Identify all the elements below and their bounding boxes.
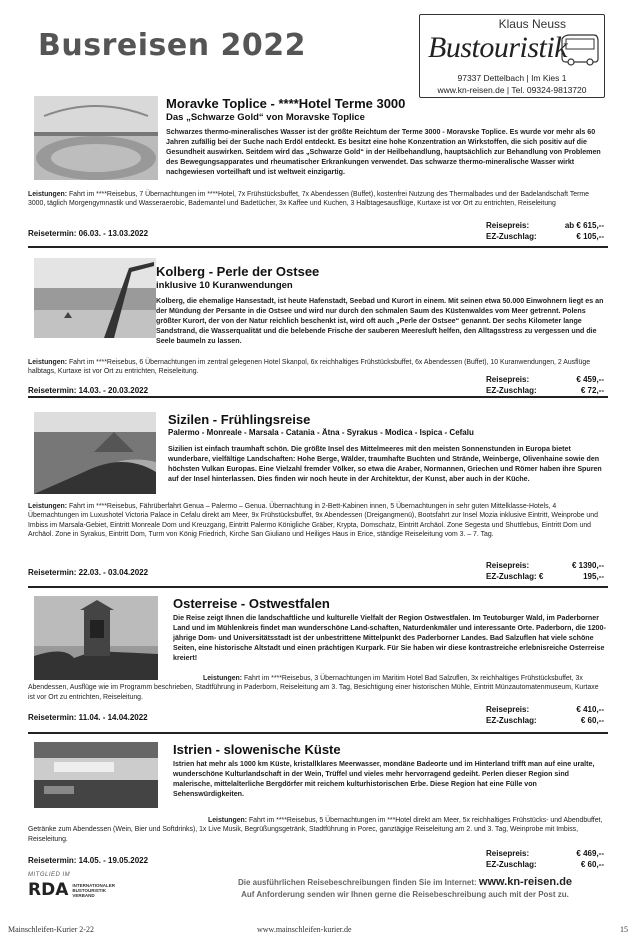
photo-sicily-coast — [34, 412, 156, 494]
divider — [28, 246, 608, 248]
trip-title: Kolberg - Perle der Ostsee — [156, 264, 320, 279]
company-logo — [419, 14, 605, 98]
logo-contact: www.kn-reisen.de | Tel. 09324-9813720 — [437, 85, 587, 95]
divider — [28, 396, 608, 398]
trip-services: Leistungen: Fahrt im ****Reisebus, 6 Übernachtungen im zentral gelegenen Hotel Skanpol, 6x reichhaltiges Frühstücksbuffet, 6x Abendessen (Buffet), 10 Kuranwendungen, 2 Ausflüge halbtags, Kurtaxe ist vor Ort zu entrichten, Reiseleitung. — [28, 359, 591, 376]
mitglied-label: MITGLIED IM — [28, 872, 71, 878]
page-title: Busreisen 2022 — [38, 28, 307, 63]
logo-brand: Bustouristik — [428, 31, 568, 64]
trip-date: Reisetermin: 22.03. - 03.04.2022 — [28, 568, 149, 577]
trip-subtitle: Das „Schwarze Gold“ von Moravske Toplice — [166, 112, 365, 123]
photo-monument — [34, 596, 158, 680]
trip-description: Die Reise zeigt Ihnen die landschaftliche und kulturelle Vielfalt der Region Ostwestfalen. Im Teutoburger Wald, im Paderborner Land und im Mühlenkreis findet man wunderschöne Land-schaften, Naturdenkmäler und interessante Orte. Paderborn, die 1200-jährige Dom- und Universitätsstadt ist der unbestrittene Mittelpunkt des Paderborner Landes. Bad Salzuflen hat viele schöne Seiten, eine historische Altstadt und einen prächtigen Kurpark. Für Sie haben wir diese kontrastreiche erlebnisreiche Osterreise kreiert! — [173, 614, 606, 662]
trip-date: Reisetermin: 06.03. - 13.03.2022 — [28, 229, 149, 238]
trip-description: Istrien hat mehr als 1000 km Küste, kristallklares Meerwasser, mondäne Badeorte und im Hinterland trifft man auf eine uralte, wunderschöne Kulturlandschaft in der Wein, Trüffel und vieles mehr hervorragend gedeiht. Perlen dieser Region sind malerische, mittelalterliche Bergdörfer mit reichem kulturhistorischen Erbe. Diese Region hat eine Fülle von Sehenswürdigkeiten. — [173, 760, 595, 798]
trip-services: Leistungen: Fahrt im ****Reisebus, 3 Übernachtungen im Maritim Hotel Bad Salzuflen, 3x reichhaltiges Frühstücksbuffet, 3x Abendessen, Ausflüge wie im Programm beschrieben, Stadtführung in Paderborn, Reiseleitung am 3. Tag, Besichtigung einer historischen Mühle, Eintritt Münzautomatenmuseum, Kurtaxe ist vor Ort zu entrichten, Reiseleitung. — [28, 675, 599, 701]
divider — [28, 732, 608, 734]
rda-text: INTERNATIONALER BUSTOURISTIK VERBAND — [72, 882, 116, 898]
trip-title: Moravke Toplice - ****Hotel Terme 3000 — [166, 96, 406, 111]
photo-thermal-pool — [34, 96, 158, 180]
info-line2: Auf Anforderung senden wir Ihnen gerne die Reisebeschreibung auch mit der Post zu. — [241, 890, 569, 899]
trip-moravke — [28, 96, 608, 256]
trip-title: Istrien - slowenische Küste — [173, 742, 341, 757]
trip-description: Schwarzes thermo-mineralisches Wasser ist der größte Reichtum der Terme 3000 - Moravske Toplice. Es wurde vor mehr als 60 Jahren zufällig bei der Suche nach Erdöl entdeckt. Es besitzt eine hohe Konzentration an Wirkstoffen, die sich positiv auf die Gesundheit auswirken. Seitdem wird das „Schwarze Gold“ in der Heilbehandlung, hauptsächlich zur Behandlung von Problemen des Bewegungsapparates und rheumatischer Erkrankungen verwendet. Das schwarze thermo-mineralische Wasser wirkt nachgewiesen vorteilhaft und ist weltweit einzigartig. — [166, 128, 601, 176]
rda-logo: RDA — [28, 880, 69, 900]
divider — [28, 586, 608, 588]
trip-prices: Reisepreis: € 469,-- EZ-Zuschlag: € 60,-- — [486, 849, 604, 869]
footer-info — [200, 876, 610, 901]
trip-subtitle: inklusive 10 Kuranwendungen — [156, 280, 293, 291]
trip-description: Kolberg, die ehemalige Hansestadt, ist heute Hafenstadt, Seebad und Kurort in einem. Mit seinen etwa 50.000 Einwohnern liegt es an der Mündung der Persante in die Ostsee und wird nur durch den schmalen Saum des Küstenwaldes vom Meer getrennt. Polens größter Kurort, der von der Natur reichlich beschenkt ist, wird oft auch „Perle der Ostsee“ genannt. Der sechs Kilometer lange Sandstrand, die Wasserqualität und die belebende Frische der sauberen Meeresluft helfen, den Alltagsstress zu vergessen und die Seele baumeln zu lassen. — [156, 297, 604, 345]
trip-title: Sizilen - Frühlingsreise — [168, 412, 311, 427]
trip-date: Reisetermin: 11.04. - 14.04.2022 — [28, 713, 148, 722]
trip-services: Leistungen: Fahrt im ****Reisebus, 5 Übernachtungen im ***Hotel direkt am Meer, 5x reichhaltiges Frühstücks- und Abendbuffet, Getränke zum Abendessen (Wein, Bier und Softdrinks), 1x Live Musik, Begrüßungsgetränk, Stadtführung in Porec, ganztägige Reiseleitung am 2. und 3. Tag, Weinprobe mit Imbiss, Reiseleitung. — [28, 817, 603, 843]
rda-membership — [28, 872, 122, 900]
trip-subtitle: Palermo - Monreale - Marsala - Catania - Ätna - Syrakus - Modica - Ispica - Cefalu — [168, 428, 474, 437]
photo-istria-coast — [34, 742, 158, 808]
trip-prices: Reisepreis: € 459,-- EZ-Zuschlag: € 72,-- — [486, 375, 604, 395]
trip-prices: Reisepreis: ab € 615,-- EZ-Zuschlag: € 105,-- — [486, 221, 604, 241]
trip-kolberg — [28, 254, 608, 399]
trip-istrien — [28, 736, 608, 871]
trip-sizilien — [28, 402, 608, 587]
footer-url[interactable]: www.mainschleifen-kurier.de — [257, 925, 352, 934]
trip-services: Leistungen: Fahrt im ****Reisebus, Fährüberfahrt Genua – Palermo – Genua. Übernachtung in 2-Bett-Kabinen innen, 5 Übernachtungen in sehr guten Mittelklasse-Hotels, 4 Übernachtungen im Luxushotel Victoria Palace in Cefalu direkt am Meer, 9x Frühstücksbuffet, 9x Abendessen (Dreigangmenü), Bootsfahrt zur Insel Mozia inklusive Eintritt, Weinprobe und Imbiss im Marsala-Gebiet, Eintritt Monreale Dom und Kreuzgang, Eintritt Palermo Königliche Gräber, Krypta, Domschatz, Eintritt Archäol. Zone Segesta und Shuttlebus, Eintritt Dom und Archäol. Zone in Syrakus, Eintritt Dom, Turm von König Friedrich, Kirche San Giuliano und Heiliges Haus in Erice, ständige Reiseleitung vom 3. – 7. Tag. — [28, 503, 598, 538]
trip-prices: Reisepreis: € 1390,-- EZ-Zuschlag: € 195,-- — [486, 561, 604, 581]
trip-prices: Reisepreis: € 410,-- EZ-Zuschlag: € 60,-- — [486, 705, 604, 725]
trip-description: Sizilien ist einfach traumhaft schön. Die größte Insel des Mittelmeeres mit den meisten Sonnenstunden in Europa bietet wunderbare, vielfältige Landschaften: Hohe Berge, Wälder, traumhafte Buchten und Strände, Weinberge, Olivenhaine sowie den höchsten Vulkan Europas. Eine Vielzahl fremder Völker, so etwa die Araber, Normannen, Griechen und Römer haben ihre Spuren auf der Insel hinterlassen. Dies finden wir noch heute in der Architektur, der Kunst, aber auch in der Küche. — [168, 445, 602, 483]
logo-address: 97337 Dettelbach | Im Kies 1 — [457, 73, 567, 83]
footer-publication: Mainschleifen-Kurier 2-22 — [8, 925, 94, 934]
page-number: 15 — [620, 925, 628, 934]
trip-osterreise — [28, 590, 608, 730]
trip-services: Leistungen: Fahrt im ****Reisebus, 7 Übernachtungen im ****Hotel, 7x Frühstücksbuffet, 7x Abendessen (Buffet), kostenfrei Nutzung des Thermalbades und der Badelandschaft Terme 3000, täglich Morgengymnastik und Wasseraerobic, Bademantel und Badetücher, 3x Kaffee und Kuchen, 3 Halbtagesausflüge, Kurtaxe ist vor Ort zu entrichten, Reiseleitung — [28, 191, 589, 208]
page — [28, 10, 608, 915]
trip-date: Reisetermin: 14.05. - 19.05.2022 — [28, 856, 149, 865]
website-link[interactable]: www.kn-reisen.de — [478, 876, 573, 888]
logo-name: Klaus Neuss — [498, 17, 566, 31]
photo-baltic-sea — [34, 258, 156, 338]
trip-date: Reisetermin: 14.03. - 20.03.2022 — [28, 386, 149, 395]
bus-icon — [558, 31, 600, 67]
trip-title: Osterreise - Ostwestfalen — [173, 596, 330, 611]
info-prefix: Die ausführlichen Reisebeschreibungen finden Sie im Internet: — [237, 878, 479, 887]
